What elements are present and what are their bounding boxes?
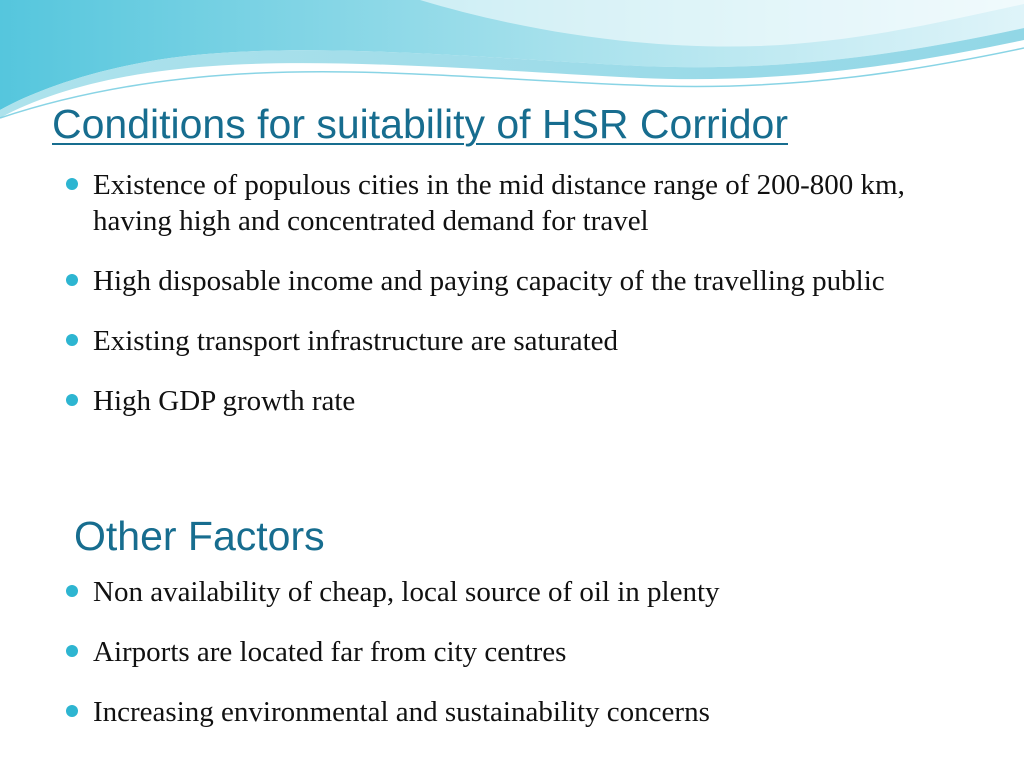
list-item [66,167,946,239]
section-subheading: Other Factors [74,513,325,559]
list-item-text: Increasing environmental and sustainability concerns [93,696,710,728]
list-item [66,383,946,419]
list-item-text: Non availability of cheap, local source of oil in plenty [93,576,720,608]
list-item-text: High GDP growth rate [93,385,356,417]
list-item-text: Airports are located far from city centres [93,636,567,668]
conditions-list [66,167,946,443]
bullet-dot-icon [66,394,78,406]
bullet-dot-icon [66,274,78,286]
other-factors-list [66,574,946,754]
bullet-dot-icon [66,178,78,190]
list-item [66,263,946,299]
list-item-text: High disposable income and paying capacity of the travelling public [93,265,885,297]
bullet-dot-icon [66,334,78,346]
list-item-text: Existence of populous cities in the mid distance range of 200-800 km, having high and concentrated demand for travel [93,169,905,237]
bullet-dot-icon [66,585,78,597]
bullet-dot-icon [66,705,78,717]
slide-title: Conditions for suitability of HSR Corridor [52,101,788,147]
bullet-dot-icon [66,645,78,657]
list-item-text: Existing transport infrastructure are saturated [93,325,619,357]
list-item [66,694,946,730]
list-item [66,323,946,359]
list-item [66,574,946,610]
list-item [66,634,946,670]
